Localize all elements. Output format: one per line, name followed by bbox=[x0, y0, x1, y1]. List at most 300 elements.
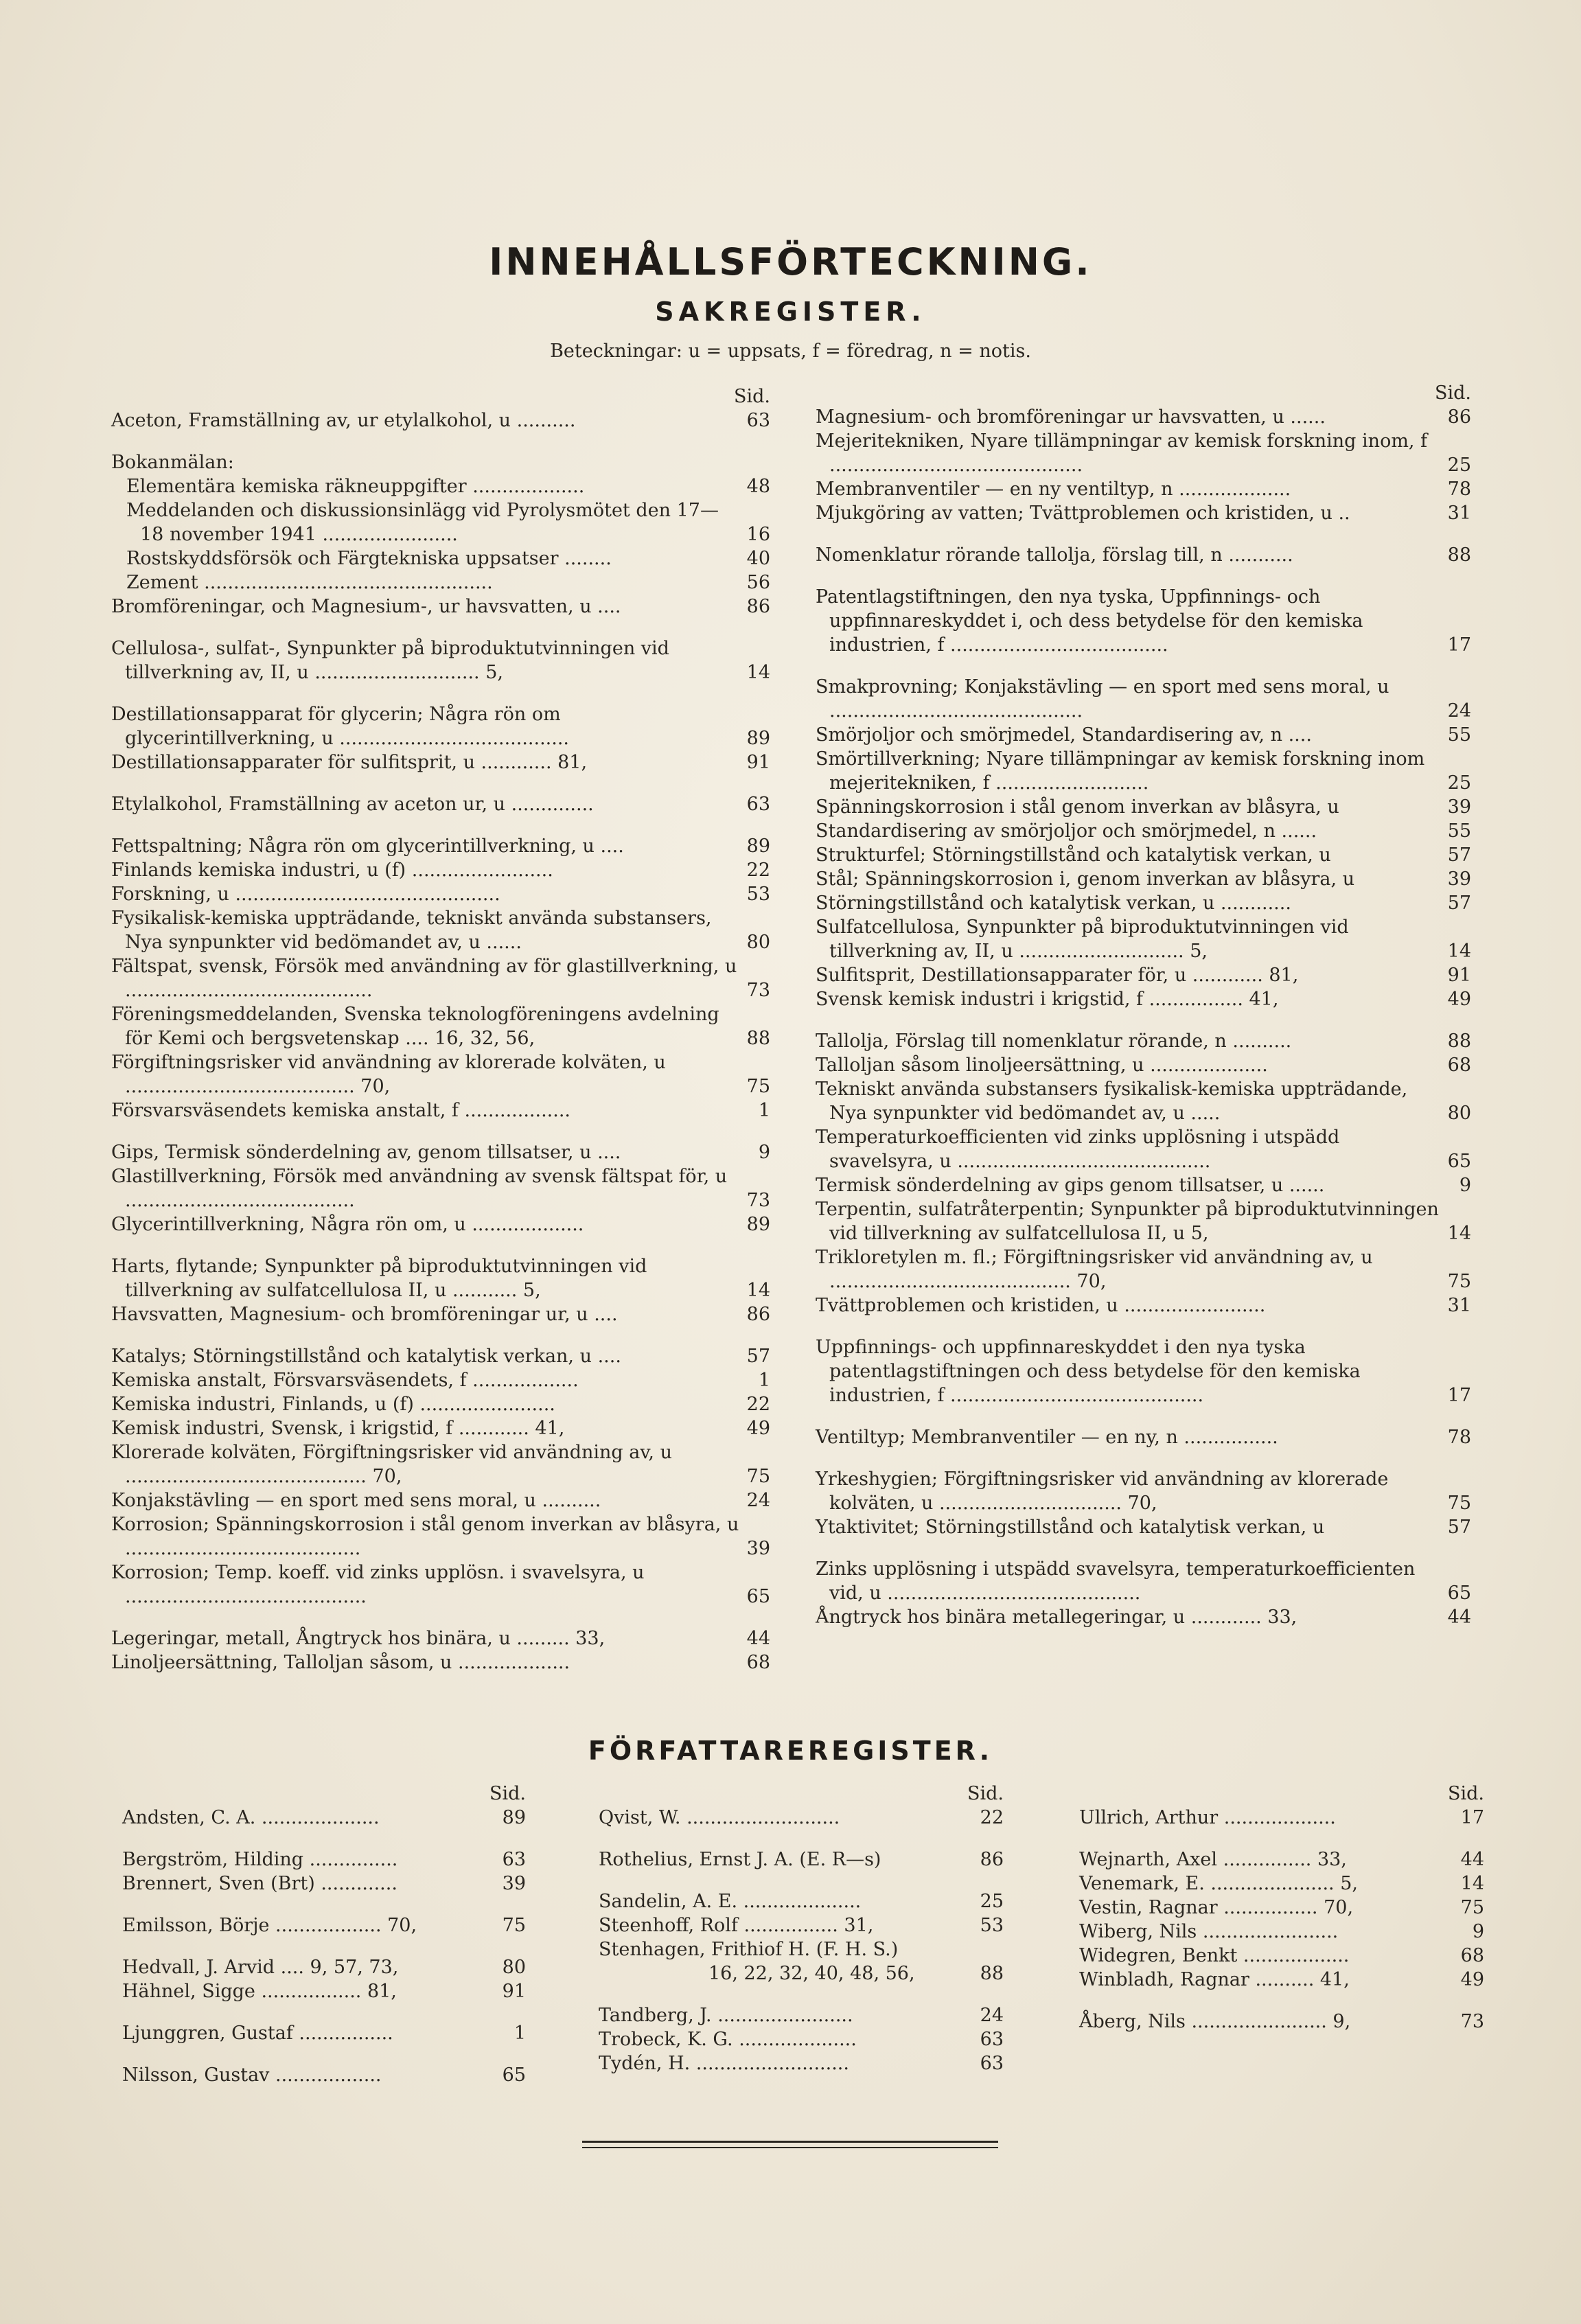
index-entry-page: 22 bbox=[746, 1394, 770, 1415]
index-entry-text: Glastillverkning, Försök med användning av svensk fältspat för, u ....................................... bbox=[111, 1166, 728, 1211]
index-entry-text: Magnesium- och bromföreningar ur havsvatten, u ...... bbox=[816, 406, 1326, 428]
index-entry-text: Zinks upplösning i utspädd svavelsyra, temperaturkoefficienten vid, u ........................................... bbox=[816, 1558, 1416, 1604]
index-entry-page: 17 bbox=[1447, 634, 1471, 656]
author-name: Tydén, H. .......................... bbox=[599, 2053, 849, 2074]
author-name: Winbladh, Ragnar .......... 41, bbox=[1079, 1969, 1350, 1990]
page-column-label: Sid. bbox=[734, 386, 770, 407]
index-entry-text: Termisk sönderdelning av gips genom tillsatser, u ...... bbox=[816, 1175, 1325, 1196]
index-entry-page: 1 bbox=[758, 1100, 770, 1121]
index-entry bbox=[816, 819, 1471, 843]
index-entry-text: Kemiska anstalt, Försvarsväsendets, f .................. bbox=[111, 1370, 579, 1391]
author-name: Stenhagen, Frithiof H. (F. H. S.) bbox=[599, 1939, 899, 1960]
index-entry-text: Membranventiler — en ny ventiltyp, n ................... bbox=[816, 479, 1291, 500]
author-name: Hähnel, Sigge ................. 81, bbox=[122, 1981, 397, 2002]
index-entry-page: 75 bbox=[1447, 1493, 1471, 1514]
index-entry-page: 86 bbox=[1447, 406, 1471, 428]
index-entry-page: 73 bbox=[746, 1190, 770, 1211]
index-entry-text: Stål; Spänningskorrosion i, genom inverkan av blåsyra, u bbox=[816, 868, 1355, 890]
index-entry bbox=[816, 987, 1471, 1011]
author-entry bbox=[122, 2021, 526, 2045]
author-name: Andsten, C. A. .................... bbox=[122, 1807, 380, 1828]
index-entry-page: 65 bbox=[1447, 1583, 1471, 1604]
author-pages: 88 bbox=[980, 1963, 1004, 1984]
author-name: Ljunggren, Gustaf ................ bbox=[122, 2023, 393, 2044]
page-column-label: Sid. bbox=[967, 1783, 1004, 1804]
entry-spacer bbox=[1079, 1830, 1484, 1848]
index-entry bbox=[111, 1368, 770, 1392]
index-entry-text: Klorerade kolväten, Förgiftningsrisker vid användning av, u ......................................... 70, bbox=[111, 1442, 672, 1487]
index-entry-page: 9 bbox=[1459, 1175, 1471, 1196]
index-entry-text: Meddelanden och diskussionsinlägg vid Pyrolysmötet den 17—18 november 1941 ....................... bbox=[126, 500, 719, 545]
index-entry bbox=[111, 595, 770, 619]
index-entry bbox=[111, 547, 770, 571]
author-entry bbox=[1079, 1848, 1484, 1872]
index-entry-page: 31 bbox=[1447, 503, 1471, 524]
author-pages: 63 bbox=[980, 2053, 1004, 2074]
index-entry-page: 78 bbox=[1447, 1427, 1471, 1448]
index-entry-page: 75 bbox=[1447, 1271, 1471, 1292]
page-column-label: Sid. bbox=[1448, 1783, 1484, 1804]
author-pages: 86 bbox=[980, 1849, 1004, 1870]
index-entry-page: 75 bbox=[746, 1466, 770, 1487]
index-entry bbox=[816, 675, 1471, 723]
index-entry-text: Tallolja, Förslag till nomenklatur rörande, n .......... bbox=[816, 1031, 1292, 1052]
author-name: Hedvall, J. Arvid .... 9, 57, 73, bbox=[122, 1957, 399, 1978]
index-entry-text: Störningstillstånd och katalytisk verkan, u ............ bbox=[816, 893, 1291, 914]
index-entry bbox=[816, 891, 1471, 915]
index-entry-text: Destillationsapparat för glycerin; Några rön om glycerintillverkning, u ....................................... bbox=[111, 704, 570, 749]
index-entry bbox=[816, 1125, 1471, 1173]
entry-spacer bbox=[122, 1830, 526, 1848]
index-entry bbox=[111, 1164, 770, 1212]
index-entry-page: 44 bbox=[746, 1628, 770, 1649]
author-pages: 75 bbox=[1460, 1897, 1484, 1918]
author-name: Trobeck, K. G. .................... bbox=[599, 2029, 857, 2050]
index-entry-text: Legeringar, metall, Ångtryck hos binära, u ......... 33, bbox=[111, 1628, 605, 1649]
author-entry bbox=[1079, 1968, 1484, 1992]
author-name: Wiberg, Nils ....................... bbox=[1079, 1921, 1339, 1942]
author-entry bbox=[122, 1806, 526, 1830]
author-list bbox=[1079, 1806, 1484, 2034]
author-entry bbox=[599, 1889, 1004, 1913]
index-entry bbox=[816, 429, 1471, 477]
index-entry bbox=[816, 1515, 1471, 1539]
index-entry-text: Talloljan såsom linoljeersättning, u .................... bbox=[816, 1055, 1268, 1076]
entry-spacer bbox=[111, 774, 770, 792]
index-entry-text: Aceton, Framställning av, ur etylalkohol, u .......... bbox=[111, 410, 576, 431]
entry-spacer bbox=[816, 657, 1471, 675]
author-name: Vestin, Ragnar ................ 70, bbox=[1079, 1897, 1354, 1918]
index-entry-text: Svensk kemisk industri i krigstid, f ................ 41, bbox=[816, 989, 1279, 1010]
author-entry bbox=[122, 1955, 526, 1979]
index-entry-page: 14 bbox=[746, 1280, 770, 1301]
entry-spacer bbox=[599, 1830, 1004, 1848]
index-entry bbox=[816, 543, 1471, 567]
author-pages: 39 bbox=[502, 1873, 526, 1894]
index-entry bbox=[816, 795, 1471, 819]
author-entry bbox=[1079, 2010, 1484, 2034]
index-entry-text: Gips, Termisk sönderdelning av, genom tillsatser, u .... bbox=[111, 1142, 621, 1163]
index-entry-page: 39 bbox=[1447, 868, 1471, 890]
index-entry bbox=[111, 450, 770, 474]
entry-spacer bbox=[1079, 1992, 1484, 2010]
entry-spacer bbox=[111, 1326, 770, 1344]
index-entry-text: Förgiftningsrisker vid användning av klorerade kolväten, u ....................................... 70, bbox=[111, 1052, 666, 1097]
index-entry bbox=[816, 1425, 1471, 1449]
index-entry-text: Konjakstävling — en sport med sens moral, u .......... bbox=[111, 1490, 601, 1511]
index-entry bbox=[111, 1050, 770, 1098]
index-entry-page: 68 bbox=[1447, 1055, 1471, 1076]
entry-spacer bbox=[111, 1609, 770, 1626]
index-entry bbox=[816, 1605, 1471, 1629]
index-entry-page: 39 bbox=[746, 1538, 770, 1559]
index-entry-page: 57 bbox=[1447, 1517, 1471, 1538]
entry-spacer bbox=[111, 1236, 770, 1254]
entry-spacer bbox=[111, 816, 770, 834]
index-entry-page: 17 bbox=[1447, 1385, 1471, 1406]
index-entry-page: 91 bbox=[746, 752, 770, 773]
index-entry bbox=[816, 1245, 1471, 1293]
section-title-subject-index: SAKREGISTER. bbox=[655, 297, 926, 327]
index-entry-page: 65 bbox=[746, 1586, 770, 1607]
index-entry bbox=[816, 723, 1471, 747]
index-entry bbox=[816, 1173, 1471, 1197]
entry-spacer bbox=[816, 1539, 1471, 1557]
author-pages: 9 bbox=[1472, 1921, 1484, 1942]
index-entry bbox=[816, 1077, 1471, 1125]
author-pages: 73 bbox=[1460, 2011, 1484, 2032]
index-entry-page: 57 bbox=[1447, 893, 1471, 914]
index-entry-page: 53 bbox=[746, 884, 770, 905]
author-name: 16, 22, 32, 40, 48, 56, bbox=[708, 1963, 915, 1984]
author-pages: 89 bbox=[502, 1807, 526, 1828]
footer-rule bbox=[582, 2147, 998, 2148]
author-name: Sandelin, A. E. .................... bbox=[599, 1891, 862, 1912]
index-entry bbox=[111, 906, 770, 954]
author-name: Rothelius, Ernst J. A. (E. R—s) bbox=[599, 1849, 881, 1870]
index-entry-text: Ångtryck hos binära metallegeringar, u ............ 33, bbox=[816, 1607, 1297, 1628]
index-entry-page: 16 bbox=[746, 524, 770, 545]
index-entry-page: 80 bbox=[746, 932, 770, 953]
index-entry-page: 89 bbox=[746, 1214, 770, 1235]
entry-spacer bbox=[599, 1986, 1004, 2003]
index-entry bbox=[111, 1002, 770, 1050]
index-entry-page: 86 bbox=[746, 596, 770, 617]
index-entry-page: 1 bbox=[758, 1370, 770, 1391]
index-entry-text: Finlands kemiska industri, u (f) ........................ bbox=[111, 860, 553, 881]
index-entry bbox=[111, 1392, 770, 1416]
author-pages: 17 bbox=[1460, 1807, 1484, 1828]
author-entry bbox=[1079, 1896, 1484, 1920]
index-entry-page: 80 bbox=[1447, 1103, 1471, 1124]
index-entry bbox=[111, 1561, 770, 1609]
index-entry-page: 86 bbox=[746, 1304, 770, 1325]
author-entry bbox=[1079, 1944, 1484, 1968]
author-index-column-1 bbox=[122, 1782, 526, 2087]
entry-spacer bbox=[816, 1449, 1471, 1467]
index-entry bbox=[111, 474, 770, 498]
index-entry-text: Forskning, u ............................................. bbox=[111, 884, 500, 905]
author-entry bbox=[599, 1913, 1004, 1937]
index-entry-text: Bromföreningar, och Magnesium-, ur havsvatten, u .... bbox=[111, 596, 621, 617]
index-entry bbox=[111, 1254, 770, 1302]
index-entry-text: Ytaktivitet; Störningstillstånd och katalytisk verkan, u bbox=[816, 1517, 1325, 1538]
index-entry-text: Tvättproblemen och kristiden, u ........................ bbox=[816, 1295, 1266, 1316]
author-index-column-2 bbox=[599, 1782, 1004, 2075]
author-pages: 63 bbox=[502, 1849, 526, 1870]
index-entry-page: 14 bbox=[1447, 941, 1471, 962]
page-column-label: Sid. bbox=[1435, 382, 1471, 404]
index-entry-page: 44 bbox=[1447, 1607, 1471, 1628]
index-entry-page: 89 bbox=[746, 836, 770, 857]
index-entry bbox=[816, 1557, 1471, 1605]
index-entry-text: Sulfatcellulosa, Synpunkter på biproduktutvinningen vid tillverkning av, II, u ............................ 5, bbox=[816, 917, 1349, 962]
index-entry-page: 25 bbox=[1447, 772, 1471, 794]
author-pages: 75 bbox=[502, 1915, 526, 1936]
index-entry bbox=[111, 1302, 770, 1326]
index-entry bbox=[111, 1098, 770, 1123]
entry-spacer bbox=[816, 1318, 1471, 1335]
author-pages: 80 bbox=[502, 1957, 526, 1978]
author-entry bbox=[599, 1806, 1004, 1830]
author-entry bbox=[122, 1913, 526, 1937]
abbreviation-legend: Beteckningar: u = uppsats, f = föredrag, n = notis. bbox=[550, 341, 1031, 362]
author-pages: 68 bbox=[1460, 1945, 1484, 1966]
index-entry-page: 88 bbox=[746, 1028, 770, 1049]
index-entry-text: Tekniskt använda substansers fysikalisk-kemiska uppträdande, Nya synpunkter vid bedömandet av, u ..... bbox=[816, 1079, 1408, 1124]
author-pages: 25 bbox=[980, 1891, 1004, 1912]
author-list bbox=[122, 1806, 526, 2087]
author-name: Nilsson, Gustav .................. bbox=[122, 2064, 382, 2086]
author-pages: 63 bbox=[980, 2029, 1004, 2050]
index-entry bbox=[111, 954, 770, 1002]
author-index-column-3 bbox=[1079, 1782, 1484, 2034]
entry-spacer bbox=[122, 2003, 526, 2021]
author-name: Åberg, Nils ....................... 9, bbox=[1079, 2011, 1351, 2032]
author-name: Widegren, Benkt .................. bbox=[1079, 1945, 1350, 1966]
author-pages: 44 bbox=[1460, 1849, 1484, 1870]
index-entry bbox=[111, 498, 770, 547]
subject-index-right-column bbox=[816, 381, 1471, 1629]
index-entry-page: 89 bbox=[746, 728, 770, 749]
index-entry-page: 24 bbox=[746, 1490, 770, 1511]
index-entry bbox=[111, 1344, 770, 1368]
index-entry-page: 57 bbox=[746, 1346, 770, 1367]
index-entry bbox=[816, 405, 1471, 429]
author-name: Brennert, Sven (Brt) ............. bbox=[122, 1873, 397, 1894]
index-entry-text: Korrosion; Temp. koeff. vid zinks upplösn. i svavelsyra, u ......................................... bbox=[111, 1562, 645, 1607]
subject-index-left-column bbox=[111, 384, 770, 1675]
index-entry-page: 14 bbox=[746, 662, 770, 683]
index-entry-text: Harts, flytande; Synpunkter på biproduktutvinningen vid tillverkning av sulfatcellulosa II, u ........... 5, bbox=[111, 1256, 647, 1301]
author-entry bbox=[599, 2027, 1004, 2051]
index-entry-text: Bokanmälan: bbox=[111, 452, 234, 473]
index-entry-page: 56 bbox=[746, 572, 770, 593]
author-entry bbox=[1079, 1806, 1484, 1830]
entry-spacer bbox=[111, 619, 770, 636]
index-entry-text: Smörtillverkning; Nyare tillämpningar av kemisk forskning inom mejeritekniken, f .......................... bbox=[816, 748, 1425, 794]
index-entry bbox=[111, 792, 770, 816]
author-pages: 65 bbox=[502, 2064, 526, 2086]
index-entry-page: 40 bbox=[746, 548, 770, 569]
author-entry bbox=[599, 2003, 1004, 2027]
index-entry bbox=[816, 1197, 1471, 1245]
index-entry bbox=[816, 477, 1471, 501]
index-entry-text: Korrosion; Spänningskorrosion i stål genom inverkan av blåsyra, u ........................................ bbox=[111, 1514, 739, 1559]
index-entry-text: Föreningsmeddelanden, Svenska teknologföreningens avdelning för Kemi och bergsvetenskap .... 16, 32, 56, bbox=[111, 1004, 719, 1049]
index-entry-page: 49 bbox=[1447, 989, 1471, 1010]
author-entry bbox=[599, 1848, 1004, 1872]
index-entry-text: Yrkeshygien; Förgiftningsrisker vid användning av klorerade kolväten, u ............................... 70, bbox=[816, 1469, 1389, 1514]
index-entry-page: 24 bbox=[1447, 700, 1471, 722]
author-name: Venemark, E. ..................... 5, bbox=[1079, 1873, 1358, 1894]
index-entry bbox=[111, 1488, 770, 1512]
author-entry bbox=[122, 1872, 526, 1896]
index-entry bbox=[111, 1140, 770, 1164]
index-entry-text: Kemisk industri, Svensk, i krigstid, f ............ 41, bbox=[111, 1418, 565, 1439]
entry-spacer bbox=[122, 1937, 526, 1955]
index-entry-text: Fältspat, svensk, Försök med användning av för glastillverkning, u .......................................... bbox=[111, 956, 737, 1001]
entry-spacer bbox=[816, 1407, 1471, 1425]
index-entry bbox=[111, 571, 770, 595]
index-entry-page: 73 bbox=[746, 980, 770, 1001]
index-entry bbox=[816, 747, 1471, 795]
author-pages: 22 bbox=[980, 1807, 1004, 1828]
index-entry-text: Strukturfel; Störningstillstånd och katalytisk verkan, u bbox=[816, 844, 1331, 866]
index-entry-text: Försvarsväsendets kemiska anstalt, f .................. bbox=[111, 1100, 570, 1121]
author-entry bbox=[122, 1979, 526, 2003]
index-entry-page: 55 bbox=[1447, 820, 1471, 842]
author-entry bbox=[599, 1937, 1004, 1961]
entry-spacer bbox=[816, 1011, 1471, 1029]
index-entry bbox=[816, 1053, 1471, 1077]
index-entry-page: 65 bbox=[1447, 1151, 1471, 1172]
author-pages: 1 bbox=[513, 2023, 526, 2044]
author-pages: 24 bbox=[980, 2005, 1004, 2026]
index-entry bbox=[816, 963, 1471, 987]
index-entry-page: 75 bbox=[746, 1076, 770, 1097]
index-entry-page: 49 bbox=[746, 1418, 770, 1439]
author-name: Steenhoff, Rolf ................ 31, bbox=[599, 1915, 874, 1936]
author-entry bbox=[1079, 1872, 1484, 1896]
index-entry bbox=[111, 858, 770, 882]
index-entry bbox=[816, 1293, 1471, 1318]
entry-spacer bbox=[111, 1123, 770, 1140]
page-title: INNEHÅLLSFÖRTECKNING. bbox=[489, 240, 1092, 284]
index-entry-text: Havsvatten, Magnesium- och bromföreningar ur, u .... bbox=[111, 1304, 618, 1325]
index-entry-page: 39 bbox=[1447, 796, 1471, 818]
index-entry-text: Elementära kemiska räkneuppgifter ................... bbox=[126, 476, 585, 497]
index-entry-text: Ventiltyp; Membranventiler — en ny, n ................ bbox=[816, 1427, 1278, 1448]
index-entry bbox=[111, 882, 770, 906]
index-entry-page: 22 bbox=[746, 860, 770, 881]
author-name: Tandberg, J. ....................... bbox=[599, 2005, 853, 2026]
index-entry-text: Zement ................................................. bbox=[126, 572, 493, 593]
index-entry-text: Fettspaltning; Några rön om glycerintillverkning, u .... bbox=[111, 836, 624, 857]
index-entry-text: Kemiska industri, Finlands, u (f) ....................... bbox=[111, 1394, 555, 1415]
index-entry-page: 48 bbox=[746, 476, 770, 497]
author-entry bbox=[599, 1961, 1004, 1986]
author-entry bbox=[122, 2063, 526, 2087]
index-entry bbox=[816, 843, 1471, 867]
index-entry-page: 91 bbox=[1447, 965, 1471, 986]
entry-spacer bbox=[122, 2045, 526, 2063]
index-entry-text: Standardisering av smörjoljor och smörjmedel, n ...... bbox=[816, 820, 1317, 842]
index-entry-page: 88 bbox=[1447, 544, 1471, 566]
index-entry-text: Glycerintillverkning, Några rön om, u ................... bbox=[111, 1214, 584, 1235]
author-name: Wejnarth, Axel ............... 33, bbox=[1079, 1849, 1347, 1870]
entry-spacer bbox=[816, 567, 1471, 585]
index-entry-page: 88 bbox=[1447, 1031, 1471, 1052]
author-pages: 14 bbox=[1460, 1873, 1484, 1894]
entry-spacer bbox=[816, 525, 1471, 543]
index-entry bbox=[111, 1212, 770, 1236]
index-entry bbox=[111, 1512, 770, 1561]
index-entry bbox=[111, 702, 770, 750]
index-entry bbox=[816, 1467, 1471, 1515]
index-entry bbox=[111, 750, 770, 774]
index-entry-text: Cellulosa-, sulfat-, Synpunkter på biproduktutvinningen vid tillverkning av, II, u ............................ 5, bbox=[111, 638, 669, 683]
index-entry-text: Katalys; Störningstillstånd och katalytisk verkan, u .... bbox=[111, 1346, 621, 1367]
index-entry-page: 31 bbox=[1447, 1295, 1471, 1316]
author-name: Ullrich, Arthur ................... bbox=[1079, 1807, 1336, 1828]
index-entry-text: Temperaturkoefficienten vid zinks upplösning i utspädd svavelsyra, u ........................................... bbox=[816, 1127, 1340, 1172]
index-entry-page: 9 bbox=[758, 1142, 770, 1163]
index-entry-page: 57 bbox=[1447, 844, 1471, 866]
footer-rule bbox=[582, 2141, 998, 2143]
index-entry bbox=[816, 867, 1471, 891]
index-entry-text: Nomenklatur rörande tallolja, förslag till, n ........... bbox=[816, 544, 1293, 566]
author-name: Emilsson, Börje .................. 70, bbox=[122, 1915, 417, 1936]
page-column-label: Sid. bbox=[489, 1783, 526, 1804]
author-entry bbox=[599, 2051, 1004, 2075]
author-pages: 91 bbox=[502, 1981, 526, 2002]
index-entry-text: Smakprovning; Konjakstävling — en sport med sens moral, u ........................................... bbox=[816, 676, 1389, 722]
section-title-author-index: FÖRFATTAREREGISTER. bbox=[588, 1736, 993, 1766]
author-entry bbox=[122, 1848, 526, 1872]
index-entry-text: Terpentin, sulfatråterpentin; Synpunkter på biproduktutvinningen vid tillverkning av sulfatcellulosa II, u 5, bbox=[816, 1199, 1439, 1244]
index-entry bbox=[816, 1335, 1471, 1407]
entry-spacer bbox=[122, 1896, 526, 1913]
index-entry bbox=[111, 409, 770, 433]
index-entry-text: Fysikalisk-kemiska uppträdande, tekniskt använda substansers, Nya synpunkter vid bedömandet av, u ...... bbox=[111, 908, 712, 953]
index-list bbox=[816, 405, 1471, 1629]
author-pages: 49 bbox=[1460, 1969, 1484, 1990]
index-entry bbox=[111, 1440, 770, 1488]
author-name: Bergström, Hilding ............... bbox=[122, 1849, 398, 1870]
index-entry bbox=[816, 501, 1471, 525]
index-entry bbox=[111, 1626, 770, 1650]
index-entry-page: 63 bbox=[746, 794, 770, 815]
index-entry-text: Sulfitsprit, Destillationsapparater för, u ............ 81, bbox=[816, 965, 1299, 986]
index-entry-page: 78 bbox=[1447, 479, 1471, 500]
index-entry-text: Rostskyddsförsök och Färgtekniska uppsatser ........ bbox=[126, 548, 612, 569]
index-entry-page: 63 bbox=[746, 410, 770, 431]
index-entry bbox=[111, 1416, 770, 1440]
author-entry bbox=[1079, 1920, 1484, 1944]
index-entry-text: Mjukgöring av vatten; Tvättproblemen och kristiden, u .. bbox=[816, 503, 1350, 524]
index-entry-text: Linoljeersättning, Talloljan såsom, u ................... bbox=[111, 1652, 570, 1673]
author-list bbox=[599, 1806, 1004, 2075]
index-list bbox=[111, 409, 770, 1675]
index-entry-text: Trikloretylen m. fl.; Förgiftningsrisker vid användning av, u ......................................... 70, bbox=[816, 1247, 1373, 1292]
index-entry-page: 14 bbox=[1447, 1223, 1471, 1244]
index-entry bbox=[816, 585, 1471, 657]
author-pages: 53 bbox=[980, 1915, 1004, 1936]
index-entry-page: 68 bbox=[746, 1652, 770, 1673]
index-entry-text: Uppfinnings- och uppfinnareskyddet i den nya tyska patentlagstiftningen och dess betydelse för den kemiska industrien, f ........................................... bbox=[816, 1337, 1361, 1406]
entry-spacer bbox=[111, 433, 770, 450]
